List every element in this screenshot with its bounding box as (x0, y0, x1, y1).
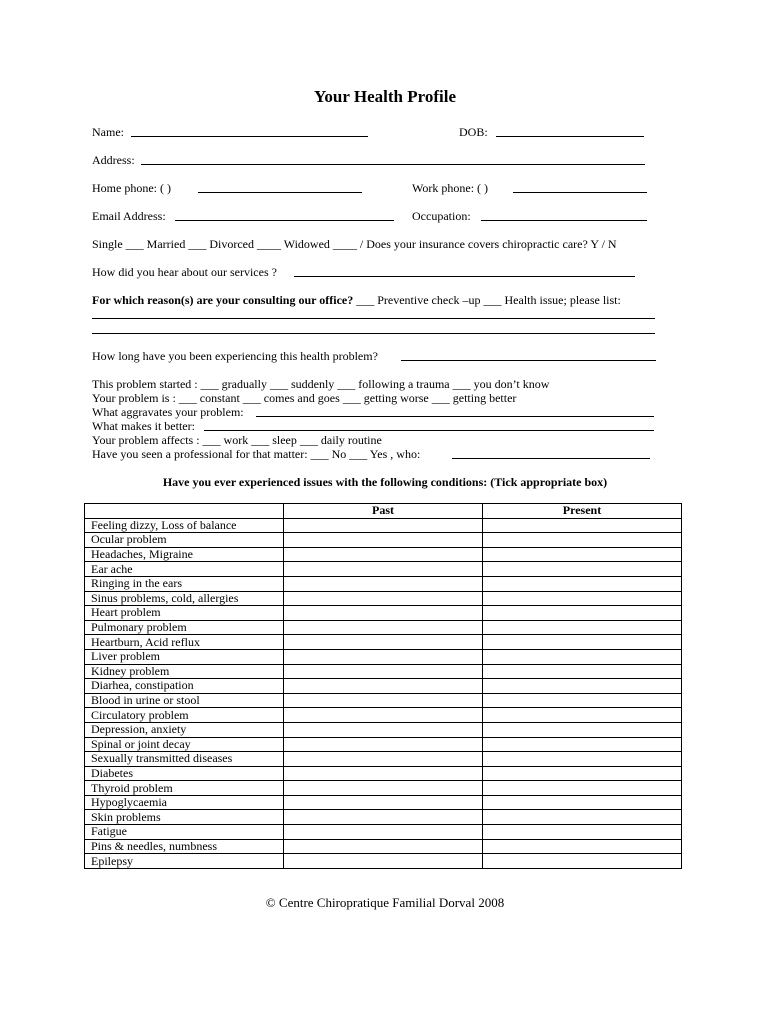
condition-name: Ear ache (85, 562, 284, 577)
present-checkbox-cell[interactable] (483, 752, 682, 767)
table-row (85, 606, 682, 621)
present-checkbox-cell[interactable] (483, 737, 682, 752)
past-checkbox-cell[interactable] (284, 547, 483, 562)
referral-field[interactable] (294, 276, 635, 277)
condition-name: Kidney problem (85, 664, 284, 679)
past-checkbox-cell[interactable] (284, 781, 483, 796)
email-field[interactable] (175, 220, 394, 221)
present-checkbox-cell[interactable] (483, 693, 682, 708)
table-row (85, 795, 682, 810)
past-checkbox-cell[interactable] (284, 752, 483, 767)
present-checkbox-cell[interactable] (483, 620, 682, 635)
condition-header (85, 504, 284, 519)
present-checkbox-cell[interactable] (483, 576, 682, 591)
condition-name: Pins & needles, numbness (85, 839, 284, 854)
health-issue-line-1[interactable] (92, 318, 655, 319)
present-checkbox-cell[interactable] (483, 664, 682, 679)
past-checkbox-cell[interactable] (284, 708, 483, 723)
condition-name: Epilepsy (85, 854, 284, 869)
past-checkbox-cell[interactable] (284, 518, 483, 533)
aggravates-field[interactable] (256, 416, 654, 417)
table-row (85, 576, 682, 591)
home-phone-label: Home phone: ( ) (92, 181, 171, 195)
past-checkbox-cell[interactable] (284, 839, 483, 854)
conditions-table (84, 503, 682, 869)
dob-label: DOB: (459, 125, 488, 139)
marital-status-line[interactable]: Single ___ Married ___ Divorced ____ Widowed ____ / Does your insurance covers chiropractic care? Y / N (92, 237, 617, 251)
condition-name: Diarhea, constipation (85, 679, 284, 694)
condition-name: Fatigue (85, 825, 284, 840)
condition-name: Blood in urine or stool (85, 693, 284, 708)
aggravates-label: What aggravates your problem: (92, 405, 244, 419)
table-row (85, 547, 682, 562)
present-checkbox-cell[interactable] (483, 547, 682, 562)
condition-name: Ringing in the ears (85, 576, 284, 591)
better-label: What makes it better: (92, 419, 195, 433)
address-label: Address: (92, 153, 135, 167)
table-row (85, 620, 682, 635)
past-checkbox-cell[interactable] (284, 693, 483, 708)
present-checkbox-cell[interactable] (483, 795, 682, 810)
past-checkbox-cell[interactable] (284, 679, 483, 694)
table-row (85, 737, 682, 752)
past-header: Past (284, 504, 483, 519)
table-header-row (85, 504, 682, 519)
referral-label: How did you hear about our services ? (92, 265, 277, 279)
present-header: Present (483, 504, 682, 519)
work-phone-field[interactable] (513, 192, 647, 193)
present-checkbox-cell[interactable] (483, 679, 682, 694)
name-label: Name: (92, 125, 124, 139)
past-checkbox-cell[interactable] (284, 591, 483, 606)
present-checkbox-cell[interactable] (483, 649, 682, 664)
condition-name: Spinal or joint decay (85, 737, 284, 752)
condition-name: Depression, anxiety (85, 722, 284, 737)
past-checkbox-cell[interactable] (284, 810, 483, 825)
condition-name: Headaches, Migraine (85, 547, 284, 562)
health-issue-line-2[interactable] (92, 333, 655, 334)
past-checkbox-cell[interactable] (284, 737, 483, 752)
address-field[interactable] (141, 164, 645, 165)
table-row (85, 562, 682, 577)
conditions-heading: Have you ever experienced issues with the following conditions: (Tick appropriate box) (162, 475, 608, 489)
past-checkbox-cell[interactable] (284, 766, 483, 781)
problem-type-line[interactable]: Your problem is : ___ constant ___ comes and goes ___ getting worse ___ getting better (92, 391, 517, 405)
present-checkbox-cell[interactable] (483, 854, 682, 869)
condition-name: Heartburn, Acid reflux (85, 635, 284, 650)
email-label: Email Address: (92, 209, 166, 223)
present-checkbox-cell[interactable] (483, 781, 682, 796)
table-row (85, 533, 682, 548)
condition-name: Diabetes (85, 766, 284, 781)
table-row (85, 649, 682, 664)
condition-name: Sexually transmitted diseases (85, 752, 284, 767)
page-title: Your Health Profile (314, 87, 456, 106)
professional-field[interactable] (452, 458, 650, 459)
table-row (85, 766, 682, 781)
affects-line[interactable]: Your problem affects : ___ work ___ sleep ___ daily routine (92, 433, 382, 447)
past-checkbox-cell[interactable] (284, 649, 483, 664)
condition-name: Hypoglycaemia (85, 795, 284, 810)
condition-name: Liver problem (85, 649, 284, 664)
professional-line[interactable]: Have you seen a professional for that matter: ___ No ___ Yes , who: (92, 447, 421, 461)
condition-name: Sinus problems, cold, allergies (85, 591, 284, 606)
work-phone-label: Work phone: ( ) (412, 181, 489, 195)
present-checkbox-cell[interactable] (483, 708, 682, 723)
home-phone-field[interactable] (198, 192, 362, 193)
present-checkbox-cell[interactable] (483, 518, 682, 533)
present-checkbox-cell[interactable] (483, 810, 682, 825)
present-checkbox-cell[interactable] (483, 591, 682, 606)
past-checkbox-cell[interactable] (284, 533, 483, 548)
present-checkbox-cell[interactable] (483, 722, 682, 737)
copyright-footer: © Centre Chiropratique Familial Dorval 2008 (265, 895, 505, 910)
present-checkbox-cell[interactable] (483, 562, 682, 577)
past-checkbox-cell[interactable] (284, 664, 483, 679)
condition-name: Circulatory problem (85, 708, 284, 723)
table-row (85, 854, 682, 869)
condition-name: Skin problems (85, 810, 284, 825)
condition-name: Pulmonary problem (85, 620, 284, 635)
table-row (85, 693, 682, 708)
table-row (85, 752, 682, 767)
present-checkbox-cell[interactable] (483, 825, 682, 840)
condition-name: Heart problem (85, 606, 284, 621)
duration-label: How long have you been experiencing this health problem? (92, 349, 378, 363)
past-checkbox-cell[interactable] (284, 576, 483, 591)
present-checkbox-cell[interactable] (483, 766, 682, 781)
reason-options[interactable]: ___ Preventive check –up ___ Health issue; please list: (353, 293, 621, 307)
reason-label: For which reason(s) are your consulting our office? (92, 293, 354, 307)
present-checkbox-cell[interactable] (483, 635, 682, 650)
past-checkbox-cell[interactable] (284, 795, 483, 810)
present-checkbox-cell[interactable] (483, 533, 682, 548)
table-row (85, 810, 682, 825)
condition-name: Feeling dizzy, Loss of balance (85, 518, 284, 533)
table-row (85, 591, 682, 606)
past-checkbox-cell[interactable] (284, 606, 483, 621)
table-row (85, 635, 682, 650)
past-checkbox-cell[interactable] (284, 722, 483, 737)
table-row (85, 825, 682, 840)
duration-field[interactable] (401, 360, 656, 361)
dob-field[interactable] (496, 136, 644, 137)
table-row (85, 708, 682, 723)
table-row (85, 679, 682, 694)
name-field[interactable] (131, 136, 368, 137)
problem-started-line[interactable]: This problem started : ___ gradually ___ suddenly ___ following a trauma ___ you don’t know (92, 377, 550, 391)
condition-name: Thyroid problem (85, 781, 284, 796)
past-checkbox-cell[interactable] (284, 825, 483, 840)
reason-line[interactable] (92, 293, 621, 307)
present-checkbox-cell[interactable] (483, 839, 682, 854)
present-checkbox-cell[interactable] (483, 606, 682, 621)
past-checkbox-cell[interactable] (284, 854, 483, 869)
occupation-label: Occupation: (412, 209, 471, 223)
past-checkbox-cell[interactable] (284, 562, 483, 577)
table-row (85, 722, 682, 737)
past-checkbox-cell[interactable] (284, 635, 483, 650)
better-field[interactable] (204, 430, 654, 431)
past-checkbox-cell[interactable] (284, 620, 483, 635)
condition-name: Ocular problem (85, 533, 284, 548)
table-row (85, 518, 682, 533)
occupation-field[interactable] (481, 220, 647, 221)
table-row (85, 839, 682, 854)
table-row (85, 664, 682, 679)
table-row (85, 781, 682, 796)
